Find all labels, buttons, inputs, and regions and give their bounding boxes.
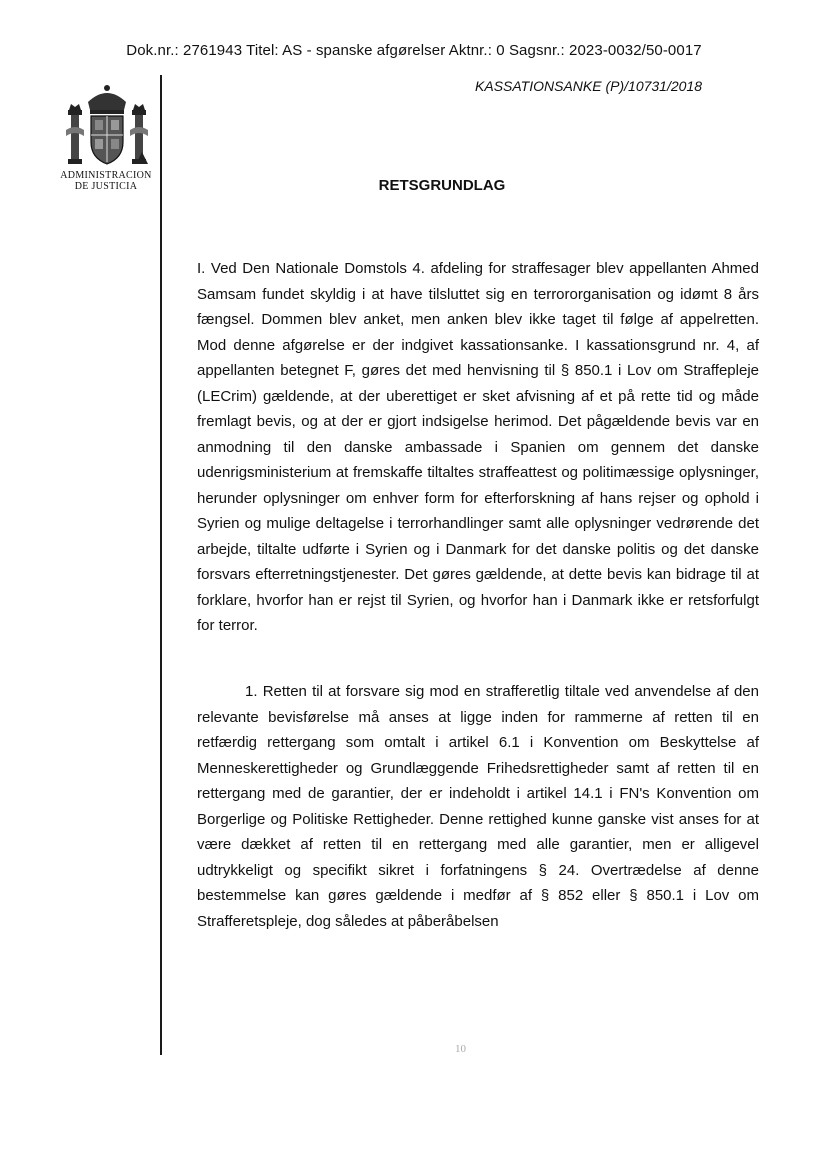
paragraph-1: I. Ved Den Nationale Domstols 4. afdeling for straffesager blev appellanten Ahmed Samsam fundet skyldig i at have tilsluttet sig en terrororganisation og idømt 8 års fængsel. Dommen blev anket, men anken blev ikke taget til følge af appelretten. Mod denne afgørelse er der indgivet kassationsanke. I kassationsgrund nr. 4, af appellanten betegnet F, gøres det med henvisning til § 850.1 i Lov om Straffepleje (LECrim) gældende, at der uberettiget er sket afvisning af et på rette tid og måde fremlagt bevis, og at der er gjort indsigelse herimod. Det pågældende bevis var en anmodning til den danske ambassade i Spanien om gennem det danske udenrigsministerium at fremskaffe tiltaltes straffeattest og politimæssige oplysninger, herunder oplysninger om enhver form for efterforskning af hans rejser og ophold i Syrien og mulige deltagelse i terrorhandlinger samt alle oplysninger vedrørende det arbejde, tiltalte udførte i Syrien og i Danmark for det danske politis og det danske forsvars efterretningstjenester. Det gøres gældende, at dette bevis kan bidrage til at forklare, hvorfor han er rejst til Syrien, og hvorfor han i Danmark ikke er retsforfulgt for terror. [197, 260, 759, 634]
case-reference: KASSATIONSANKE (P)/10731/2018 [475, 78, 702, 94]
section-title: RETSGRUNDLAG [378, 177, 506, 194]
page-number: 10 [455, 1043, 466, 1055]
administration-label-line1: ADMINISTRACION [60, 170, 152, 181]
margin-rule [160, 75, 162, 1055]
emblem [58, 80, 156, 172]
document-header-line: Dok.nr.: 2761943 Titel: AS - spanske afgørelser Aktnr.: 0 Sagsnr.: 2023-0032/50-0017 [126, 42, 702, 59]
spanish-coat-of-arms-icon [58, 80, 156, 172]
administration-label-line2: DE JUSTICIA [74, 181, 138, 192]
paragraph-2: 1. Retten til at forsvare sig mod en strafferetlig tiltale ved anvendelse af den relevante bevisførelse må anses at ligge inden for rammerne af retten til en retfærdig rettergang som omtalt i artikel 6.1 i Konvention om Beskyttelse af Menneskerettigheder og Grundlæggende Frihedsrettigheder samt af retten til en rettergang med de garantier, der er indeholdt i artikel 14.1 i FN's Konvention om Borgerlige og Politiske Rettigheder. Denne rettighed kunne ganske vist anses for at være dækket af retten til en rettergang med alle garantier, men er alligevel udtrykkeligt og specifikt sikret i forfatningens § 24. Overtrædelse af denne bestemmelse kan gøres gældende i medfør af § 852 eller § 850.1 i Lov om Strafferetspleje, dog således at påberåbelsen [197, 683, 759, 930]
